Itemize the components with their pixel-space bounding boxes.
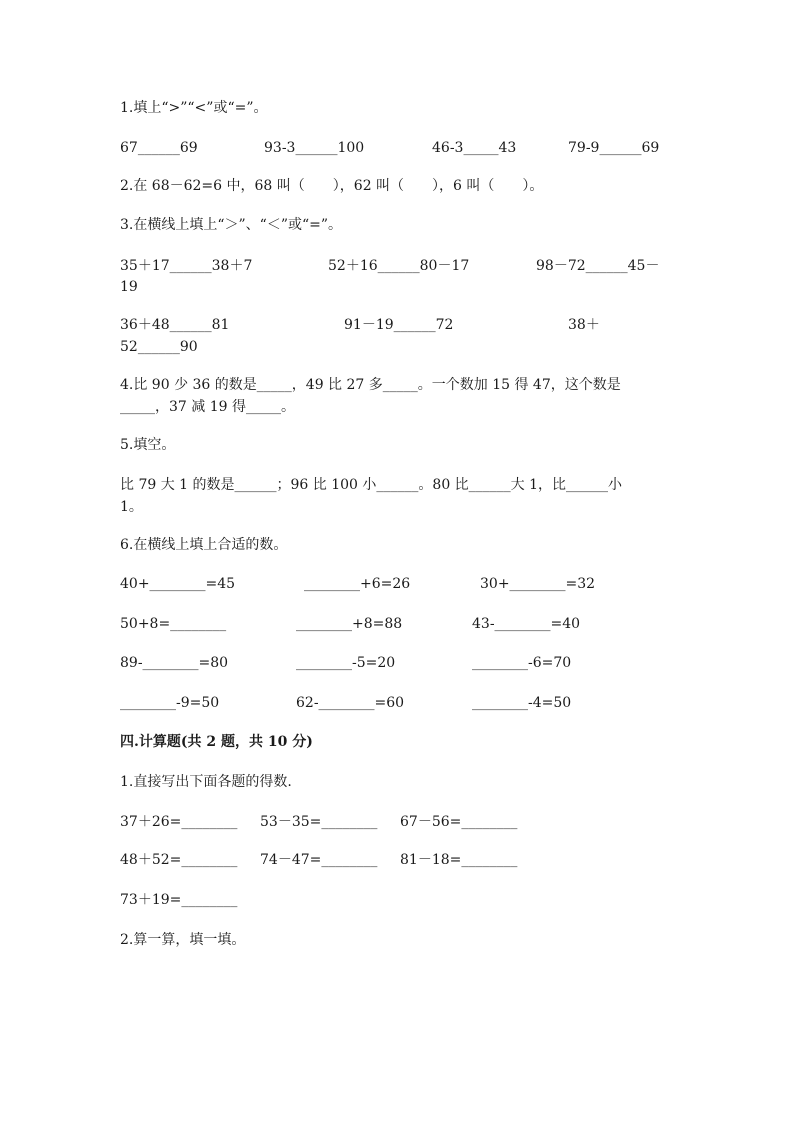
c1-item: 74－47=________ [260, 852, 378, 868]
section-heading: 四.计算题(共 2 题，共 10 分) [120, 734, 313, 750]
q6-item: ________-9=50 [120, 695, 220, 711]
q5-heading: 5.填空。 [120, 437, 176, 453]
q2-text: 2.在 68－62=6 中，68 叫（ ），62 叫（ ），6 叫（ ）。 [120, 178, 544, 194]
q6-item: ________-4=50 [472, 695, 572, 711]
q5-line: 1。 [120, 499, 143, 515]
q6-item: ________-6=70 [472, 655, 572, 671]
q4-line: _____，37 减 19 得_____。 [120, 399, 295, 415]
q1-item: 46-3_____43 [432, 140, 517, 156]
q3-item: 38＋ [568, 317, 600, 333]
q6-item: ________-5=20 [296, 655, 396, 671]
q3-item: 36＋48______81 [120, 317, 230, 333]
c1-item: 48＋52=________ [120, 852, 238, 868]
q5-line: 比 79 大 1 的数是______；96 比 100 小______。80 比______大 1，比______小 [120, 477, 623, 493]
q1-item: 67______69 [120, 140, 198, 156]
q6-item: 40+________=45 [120, 576, 236, 592]
q6-item: ________+8=88 [296, 616, 403, 632]
q1-item: 93-3______100 [264, 140, 365, 156]
q6-item: 30+________=32 [480, 576, 596, 592]
q6-item: ________+6=26 [304, 576, 411, 592]
q3-item: 91－19______72 [344, 317, 454, 333]
c1-item: 81－18=________ [400, 852, 518, 868]
q3-item: 35＋17______38＋7 [120, 258, 253, 274]
c1-item: 67－56=________ [400, 814, 518, 830]
q6-item: 43-________=40 [472, 616, 581, 632]
q3-item: 98－72______45－ [536, 258, 660, 274]
q3-heading: 3.在横线上填上“＞”、“＜”或“=”。 [120, 217, 343, 233]
q6-item: 50+8=________ [120, 616, 227, 632]
q3-item-wrap: 52______90 [120, 339, 198, 355]
c1-item: 37＋26=________ [120, 814, 238, 830]
q6-heading: 6.在横线上填上合适的数。 [120, 537, 288, 553]
c2-heading: 2.算一算，填一填。 [120, 932, 246, 948]
q4-line: 4.比 90 少 36 的数是_____，49 比 27 多_____。一个数加 15 得 47，这个数是 [120, 377, 621, 393]
q1-item: 79-9______69 [568, 140, 660, 156]
c1-heading: 1.直接写出下面各题的得数. [120, 774, 292, 790]
q6-item: 89-________=80 [120, 655, 229, 671]
q6-item: 62-________=60 [296, 695, 405, 711]
q1-heading: 1.填上“>”“<”或“=”。 [120, 100, 268, 116]
q3-item: 52＋16______80－17 [328, 258, 470, 274]
c1-item: 53－35=________ [260, 814, 378, 830]
c1-item: 73＋19=________ [120, 892, 238, 908]
q3-item-wrap: 19 [120, 279, 138, 295]
